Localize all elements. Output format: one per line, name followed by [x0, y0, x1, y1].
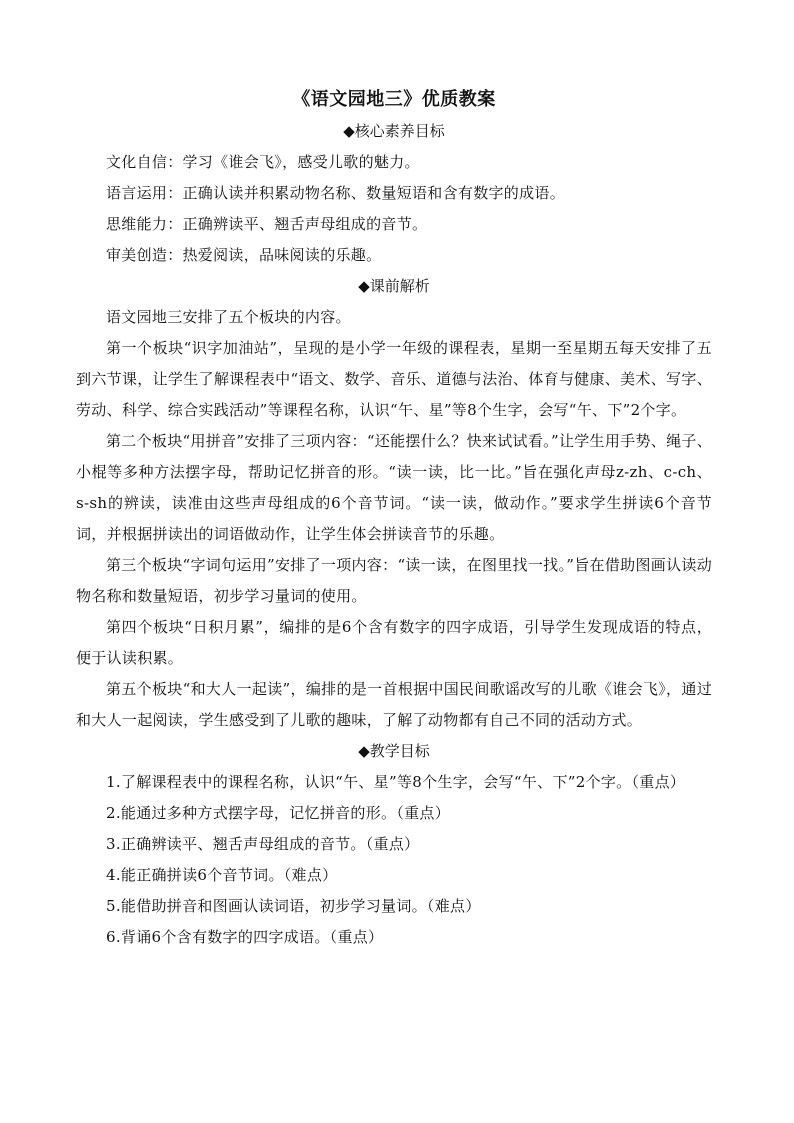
section-heading-goals: ◆教学目标: [358, 742, 430, 760]
core-item-thinking: 思维能力：正确辨读平、翘舌声母组成的音节。: [106, 215, 428, 233]
goal-item: 3.正确辨读平、翘舌声母组成的音节。（重点）: [106, 835, 420, 853]
analysis-paragraph: 第四个板块“日积月累”，编排的是6个含有数字的四字成语，引导学生发现成语的特点，便于认读积累。: [76, 618, 712, 667]
core-literacy-section: [76, 116, 712, 271]
section-heading-analysis: ◆课前解析: [358, 277, 430, 295]
analysis-paragraph: 第五个板块“和大人一起读”，编排的是一首根据中国民间歌谣改写的儿歌《谁会飞》，通过和大人一起阅读，学生感受到了儿歌的趣味，了解了动物都有自己不同的活动方式。: [76, 680, 712, 729]
goal-item: 6.背诵6个含有数字的四字成语。（重点）: [106, 928, 384, 946]
pre-class-analysis-section: [76, 271, 712, 736]
document-title: 《语文园地三》优质教案: [292, 89, 496, 110]
goal-item: 2.能通过多种方式摆字母，记忆拼音的形。（重点）: [106, 804, 451, 822]
analysis-paragraph: 第二个板块“用拼音”安排了三项内容：“还能摆什么？快来试试看。”让学生用手势、绳子、小棍等多种方法摆字母，帮助记忆拼音的形。“读一读，比一比。”旨在强化声母z-zh、c-ch、s-sh的辨读，读准由这些声母组成的6个音节词。“读一读，做动作。”要求学生拼读6个音节词，并根据拼读出的词语做动作，让学生体会拼读音节的乐趣。: [76, 432, 712, 543]
analysis-paragraph: 第一个板块“识字加油站”，呈现的是小学一年级的课程表，星期一至星期五每天安排了五到六节课，让学生了解课程表中“语文、数学、音乐、道德与法治、体育与健康、美术、写字、劳动、科学、综合实践活动”等课程名称，认识“午、星”等8个生字，会写“午、下”2个字。: [76, 339, 712, 419]
core-item-culture: 文化自信：学习《谁会飞》，感受儿歌的魅力。: [106, 153, 420, 171]
goal-item: 5.能借助拼音和图画认读词语，初步学习量词。（难点）: [106, 897, 481, 915]
goal-item: 4.能正确拼读6个音节词。（难点）: [106, 866, 338, 884]
analysis-paragraph: 第三个板块“字词句运用”安排了一项内容：“读一读，在图里找一找。”旨在借助图画认读动物名称和数量短语，初步学习量词的使用。: [76, 556, 712, 605]
section-heading-core: ◆核心素养目标: [343, 122, 445, 140]
core-item-aesthetic: 审美创造：热爱阅读，品味阅读的乐趣。: [106, 246, 382, 264]
teaching-goals-section: [76, 736, 712, 953]
analysis-paragraph: 语文园地三安排了五个板块的内容。: [106, 308, 351, 326]
core-item-language: 语言运用：正确认读并积累动物名称、数量短语和含有数字的成语。: [106, 184, 566, 202]
goal-item: 1.了解课程表中的课程名称，认识“午、星”等8个生字，会写“午、下”2个字。（重点）: [106, 773, 686, 791]
